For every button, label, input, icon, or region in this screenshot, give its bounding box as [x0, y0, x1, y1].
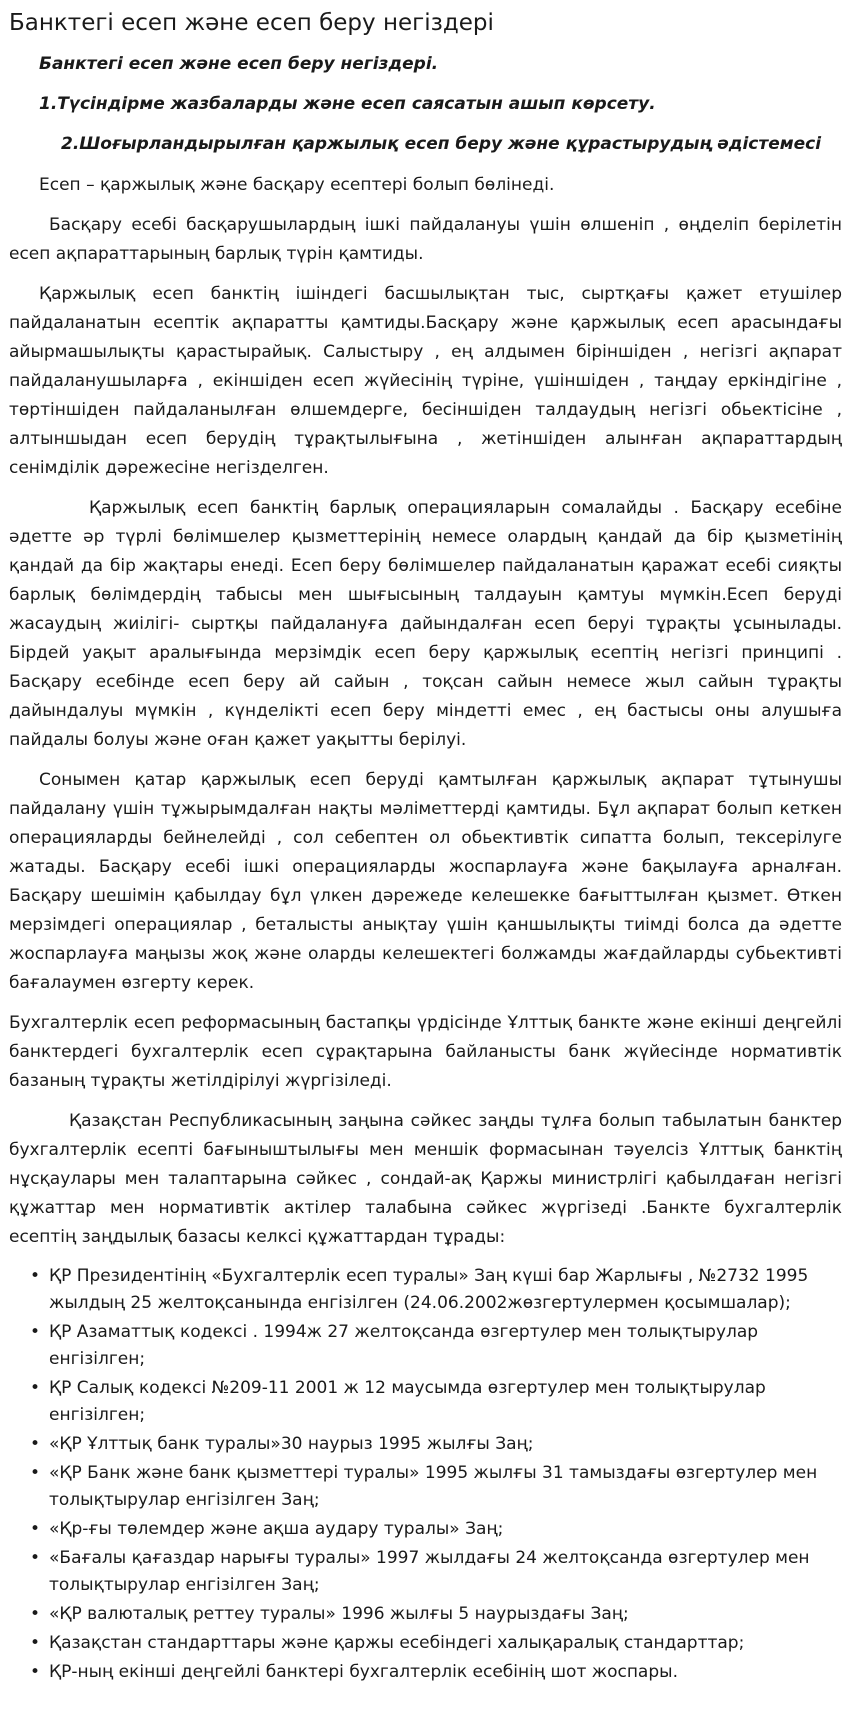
list-item	[30, 1460, 842, 1514]
list-item	[30, 1319, 842, 1373]
section-heading-main: Банктегі есеп және есеп беру негіздері.	[39, 54, 439, 74]
paragraph-4: Қаржылық есеп банктің барлық операцияларын сомалайды . Басқару есебіне әдетте әр түрлі бөлімшелер қызметтерінің немесе олардың қандай да бір қызметінің қандай да бір жақтары енеді. Есеп беру бөлімшелер пайдаланатын қаражат есебі сияқты барлық бөлімдердің табысы мен шығысының талдауын қамтуы мүмкін.Есеп беруді жасаудың жиілігі- сыртқы пайдалануға дайындалған есеп беруі тұрақты ұсынылады. Бірдей уақыт аралығында мерзімдік есеп беру қаржылық есептің негізгі принципі . Басқару есебінде есеп беру ай сайын , тоқсан сайын немесе жыл сайын тұрақты дайындалуы мүмкін , күнделікті есеп беру міндетті емес , ең бастысы оны алушыға пайдалы болуы және оған қажет уақытты берілуі.	[9, 498, 842, 750]
list-item-text: «ҚР Банк және банк қызметтері туралы» 1995 жылғы 31 тамыздағы өзгертулер мен толықтырулар енгізілген Заң;	[49, 1463, 818, 1510]
laws-list	[9, 1263, 842, 1686]
list-item-text: Қазақстан стандарттары және қаржы есебіндегі халықаралық стандарттар;	[49, 1633, 745, 1653]
list-item-text: «ҚР валюталық реттеу туралы» 1996 жылғы 5 наурыздағы Заң;	[49, 1604, 629, 1624]
list-item-text: ҚР-ның екінші деңгейлі банктері бухгалтерлік есебінің шот жоспары.	[49, 1662, 678, 1682]
paragraph-3: Қаржылық есеп банктің ішіндегі басшылықтан тыс, сыртқағы қажет етушілер пайдаланатын есептік ақпаратты қамтиды.Басқару және қаржылық есеп арасындағы айырмашылықты қарастырайық. Салыстыру , ең алдымен біріншіден , негізгі ақпарат пайдаланушыларға , екіншіден есеп жүйесінің түріне, үшіншіден , таңдау еркіндігіне , төртіншіден пайдаланылған өлшемдерге, бесіншіден талдаудың негізгі обьектісіне , алтыншыдан есеп берудің тұрақтылығына , жетіншіден алынған ақпараттардың сенімділік дәрежесіне негізделген.	[9, 284, 842, 478]
list-item	[30, 1431, 842, 1458]
list-item-text: «Бағалы қағаздар нарығы туралы» 1997 жылдағы 24 желтоқсанда өзгертулер мен толықтырулар енгізілген Заң;	[49, 1548, 810, 1595]
list-item	[30, 1630, 842, 1657]
bullet-icon: •	[30, 1463, 41, 1483]
list-item	[30, 1659, 842, 1686]
bullet-icon: •	[30, 1662, 41, 1682]
list-item-text: ҚР Салық кодексі №209-11 2001 ж 12 маусымда өзгертулер мен толықтырулар енгізілген;	[49, 1378, 766, 1425]
page-title: Банктегі есеп және есеп беру негіздері	[9, 10, 494, 36]
list-item-text: ҚР Президентінің «Бухгалтерлік есеп туралы» Заң күші бар Жарлығы , №2732 1995 жылдың 25 желтоқсанында енгізілген (24.06.2002жөзгертулермен қосымшалар);	[49, 1266, 809, 1313]
paragraph-2: Басқару есебі басқарушылардың ішкі пайдалануы үшін өлшеніп , өңделіп берілетін есеп ақпараттарының барлық түрін қамтиды.	[9, 215, 842, 264]
paragraph-1: Есеп – қаржылық және басқару есептері болып бөлінеді.	[39, 175, 555, 195]
paragraph-5: Сонымен қатар қаржылық есеп беруді қамтылған қаржылық ақпарат тұтынушы пайдалану үшін тұжырымдалған нақты мәліметтерді қамтиды. Бұл ақпарат болып кеткен операцияларды бейнелейді , сол себептен ол обьективтік сипатта болып, тексерілуге жатады. Басқару есебі ішкі операцияларды жоспарлауға және бақылауға арналған. Басқару шешімін қабылдау бұл үлкен дәрежеде келешекке бағыттылған қызмет. Өткен мерзімдегі операциялар , беталысты анықтау үшін қаншылықты тиімді болса да әдетте жоспарлауға маңызы жоқ және оларды келешектегі болжамды жағдайларды субьективті бағалаумен өзгерту керек.	[9, 770, 842, 993]
bullet-icon: •	[30, 1322, 41, 1342]
list-item-text: ҚР Азаматтық кодексі . 1994ж 27 желтоқсанда өзгертулер мен толықтырулар енгізілген;	[49, 1322, 759, 1369]
bullet-icon: •	[30, 1434, 41, 1454]
list-item-text: «ҚР Ұлттық банк туралы»30 наурыз 1995 жылғы Заң;	[49, 1434, 534, 1454]
list-item	[30, 1263, 842, 1317]
list-item	[30, 1375, 842, 1429]
bullet-icon: •	[30, 1266, 41, 1286]
section-heading-1: 1.Түсіндірме жазбаларды және есеп саясатын ашып көрсету.	[39, 94, 656, 114]
paragraph-6: Бухгалтерлік есеп реформасының бастапқы үрдісінде Ұлттық банкте және екінші деңгейлі банктердегі бухгалтерлік есеп сұрақтарына байланысты банк жүйесінде нормативтік базаның тұрақты жетілдірілуі жүргізіледі.	[9, 1013, 842, 1091]
list-item	[30, 1601, 842, 1628]
section-heading-2: 2.Шоғырландырылған қаржылық есеп беру және құрастырудың әдістемесі	[61, 134, 822, 154]
bullet-icon: •	[30, 1548, 41, 1568]
list-item-text: «Қр-ғы төлемдер және ақша аудару туралы» Заң;	[49, 1519, 504, 1539]
bullet-icon: •	[30, 1633, 41, 1653]
bullet-icon: •	[30, 1378, 41, 1398]
list-item	[30, 1516, 842, 1543]
paragraph-7: Қазақстан Республикасының заңына сәйкес заңды тұлға болып табылатын банктер бухгалтерлік есепті бағыныштылығы мен меншік формасынан тәуелсіз Ұлттық банктің нұсқаулары мен талаптарына сәйкес , сондай-ақ Қаржы министрлігі қабылдаған негізгі құжаттар мен нормативтік актілер талабына сәйкес жүргізеді .Банкте бухгалтерлік есептің заңдылық базасы келксі құжаттардан тұрады:	[9, 1111, 842, 1247]
list-item	[30, 1545, 842, 1599]
bullet-icon: •	[30, 1604, 41, 1624]
bullet-icon: •	[30, 1519, 41, 1539]
